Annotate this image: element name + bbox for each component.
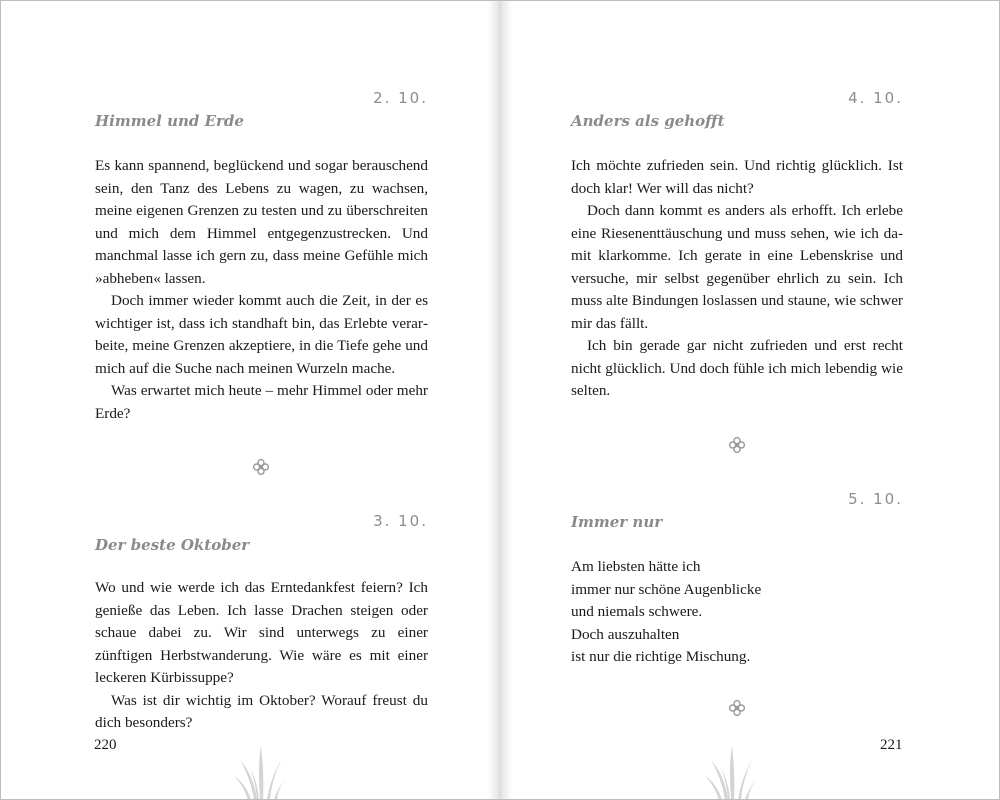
entry-date: 2. 10.	[373, 89, 428, 107]
right-page	[500, 0, 1000, 800]
paragraph: Ich möchte zufrieden sein. Und richtig glücklich. Ist doch klar! Wer will das nicht?	[571, 157, 903, 197]
paragraph: Doch immer wieder kommt auch die Zeit, in der es wichtiger ist, dass ich standhaft bin, das Erlebte verarbeite, meine Grenzen akzeptiere, in die Tiefe gehe und mich auf die Suche nach meinen Wurzeln mache.	[95, 292, 428, 377]
paragraph: Wo und wie werde ich das Erntedankfest feiern? Ich genieße das Leben. Ich lasse Drachen steigen oder schaue dabei zu. Wir sind unterwegs zu einer zünftigen Herbstwanderung. Wie wäre es mit einer leckeren Kürbissuppe?	[95, 579, 428, 686]
entry-date: 3. 10.	[373, 512, 428, 530]
entry-body	[571, 155, 903, 403]
page-number: 221	[880, 737, 903, 753]
entry-body	[95, 155, 428, 425]
entry-title: Anders als gehofft	[571, 112, 725, 130]
entry-title: Immer nur	[571, 513, 663, 531]
grass-icon	[703, 742, 763, 800]
entry-title: Der beste Oktober	[95, 536, 250, 554]
poem-body	[571, 556, 761, 669]
book-gutter	[488, 0, 512, 800]
poem-line: Am liebsten hätte ich	[571, 558, 701, 575]
paragraph: Was ist dir wichtig im Oktober? Worauf freust du dich besonders?	[95, 691, 428, 731]
paragraph: Ich bin gerade gar nicht zufrieden und erst recht nicht glücklich. Und doch fühle ich mich lebendig wie selten.	[571, 337, 903, 399]
poem-line: und niemals schwere.	[571, 603, 703, 620]
entry-date: 4. 10.	[848, 89, 903, 107]
flower-ornament-icon	[728, 699, 746, 717]
poem-line: immer nur schöne Augenblicke	[571, 580, 762, 598]
paragraph: Es kann spannend, beglückend und sogar berauschend sein, den Tanz des Lebens zu wagen, zu wachsen, meine eigenen Grenzen zu testen und zu überschreiten und mich dem Himmel entgegenzustrecken. Und manchmal lasse ich gern zu, dass meine Gefühle mich »abheben« lassen.	[95, 157, 428, 287]
poem-line: Doch auszuhalten	[571, 625, 680, 643]
entry-date: 5. 10.	[848, 490, 903, 508]
entry-title: Himmel und Erde	[95, 112, 244, 130]
flower-ornament-icon	[252, 458, 270, 476]
flower-ornament-icon	[728, 436, 746, 454]
grass-icon	[232, 742, 292, 800]
page-number: 220	[94, 737, 117, 753]
paragraph: Was erwartet mich heute – mehr Himmel oder mehr Erde?	[95, 382, 428, 422]
paragraph: Doch dann kommt es anders als erhofft. Ich erlebe eine Riesenenttäuschung und muss sehen, wie ich damit klarkomme. Ich gerate in eine Lebenskrise und versuche, mir selbst gegenüber ehrlich zu sein. Ich muss alte Bindungen loslassen und staune, wie schwer mir das fällt.	[571, 202, 903, 332]
entry-body	[95, 577, 428, 735]
poem-line: ist nur die richtige Mischung.	[571, 648, 751, 665]
left-page	[0, 0, 498, 800]
